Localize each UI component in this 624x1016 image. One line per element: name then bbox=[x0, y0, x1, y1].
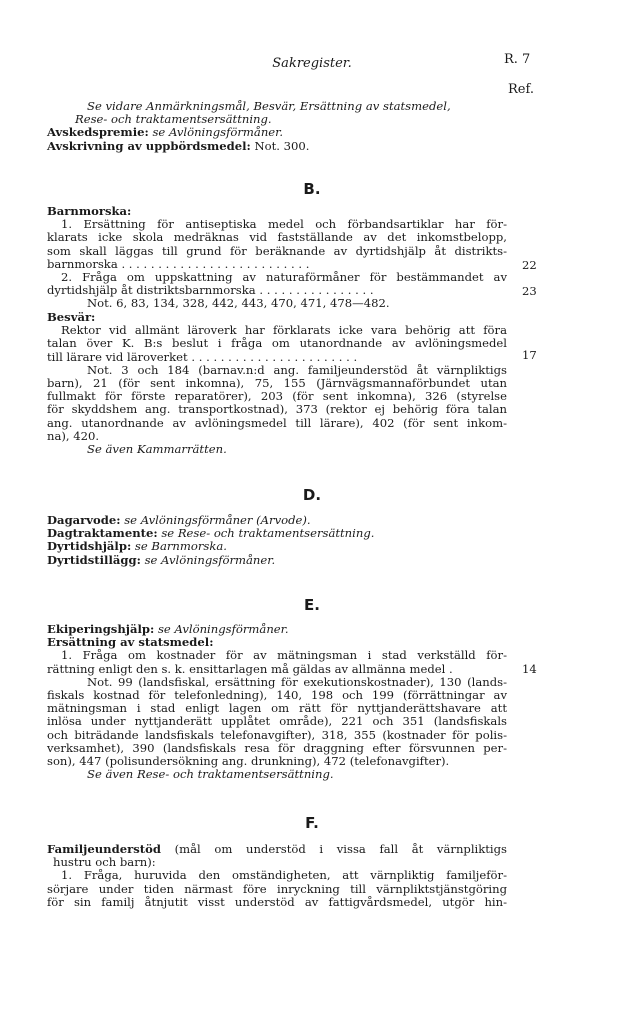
entry-line: talan över K. B:s beslut i fråga om utanordnande av avlöningsmedel bbox=[47, 336, 507, 351]
entry-text: rättning enligt den s. k. ensittarlagen må gäldas av allmänna medel bbox=[47, 661, 446, 676]
see-also: Se även Kammarrätten. bbox=[87, 442, 227, 457]
entry-term: Dagarvode: bbox=[47, 513, 121, 527]
entry-line: som skall läggas till grund för beräknande av dyrtidshjälp åt distrikts- bbox=[47, 243, 507, 258]
entry-line: barn), 21 (för sent inkomna), 75, 155 (Järnvägsmannaförbundet utan bbox=[47, 376, 507, 391]
entry-term: Besvär: bbox=[47, 310, 96, 324]
entry-line: för skyddshem ang. transportkostnad), 373 (rektor ej behörig föra talan bbox=[47, 402, 507, 417]
entry-barnmorska bbox=[47, 205, 507, 311]
e-entries bbox=[47, 623, 507, 781]
section-heading-b: B. bbox=[303, 180, 321, 198]
entry-line: Not. 99 (landsfiskal, ersättning för exekutionskostnader), 130 (lands- bbox=[87, 674, 507, 689]
entry-text: se Barnmorska. bbox=[134, 539, 227, 554]
intro-block bbox=[47, 100, 507, 153]
entry-text: (mål om understöd i vissa fall åt värnpliktigs bbox=[174, 842, 508, 856]
entry-avskrivning bbox=[47, 140, 507, 153]
entry-line: klarats icke skola medräknas vid fastställande av det inkomstbelopp, bbox=[47, 230, 507, 245]
entry-term: Dyrtidstillägg: bbox=[47, 552, 141, 567]
entry-text: se Avlöningsförmåner. bbox=[157, 622, 289, 636]
section-heading-d: D. bbox=[302, 486, 322, 504]
entry-line: ang. utanordnande av avlöningsmedel till lärare), 402 (för sent inkom- bbox=[47, 415, 507, 430]
page-number: R. 7 bbox=[504, 52, 531, 67]
entry-term: Dyrtidshjälp: bbox=[47, 539, 132, 554]
intro-line: Se vidare Anmärkningsmål, Besvär, Ersättning av statsmedel, bbox=[87, 99, 451, 113]
entry-term: Barnmorska: bbox=[47, 204, 132, 218]
entry-text: Not. 300. bbox=[254, 138, 310, 153]
entry-term: Familjeunderstöd bbox=[47, 842, 161, 856]
entry-term: Ersättning av statsmedel: bbox=[47, 635, 214, 650]
entry-text: se Rese- och traktamentsersättning. bbox=[161, 526, 375, 541]
entry-text: dyrtidshjälp åt distriktsbarnmorska bbox=[47, 283, 256, 298]
entry-text: se Avlöningsförmåner. bbox=[152, 125, 284, 140]
entry-text: se Avlöningsförmåner (Arvode). bbox=[124, 513, 311, 527]
entry-line: Rektor vid allmänt läroverk har förklarats icke vara behörig att föra bbox=[61, 323, 507, 338]
entry-familjeunderstod bbox=[47, 843, 507, 909]
leader-dots: . bbox=[449, 661, 453, 676]
entry-line: och biträdande landsfiskals telefonavgifter), 318, 355 (kostnader för polis- bbox=[47, 727, 507, 742]
entry-text: till lärare vid läroverket bbox=[47, 349, 188, 364]
entry-line: fullmakt för förste reparatörer), 203 (för sent inkomna), 326 (styrelse bbox=[47, 389, 507, 404]
ref-column-label: Ref. bbox=[508, 82, 534, 97]
see-also: Se även Rese- och traktamentsersättning. bbox=[87, 767, 334, 782]
entry-term: Dagtraktamente: bbox=[47, 526, 158, 541]
entry-line bbox=[47, 663, 507, 676]
section-heading-f: F. bbox=[305, 814, 319, 832]
entry-line: 1. Fråga, huruvida den omständigheten, att värnpliktig familjeför- bbox=[61, 868, 507, 883]
entry-line bbox=[47, 351, 507, 364]
entry-line: verksamhet), 390 (landsfiskals resa för draggning efter försvunnen per- bbox=[47, 740, 507, 755]
section-heading-e: E. bbox=[304, 596, 320, 614]
running-title: Sakregister. bbox=[272, 56, 352, 71]
entry-line: inlösa under nyttjanderätt upplåtet område), 221 och 351 (landsfiskals bbox=[47, 714, 507, 729]
entry-line: mätningsman i stad enligt lagen om rätt för nyttjanderättshavare att bbox=[47, 701, 507, 716]
intro-line: Rese- och traktamentsersättning. bbox=[75, 112, 272, 127]
leader-dots: . . . . . . . . . . . . . . . . . . . . . . . . . . bbox=[121, 256, 310, 271]
entry-term: Avskrivning av uppbördsmedel: bbox=[47, 138, 251, 153]
entry-line: hustru och barn): bbox=[53, 855, 156, 870]
entry-line: son), 447 (polisundersökning ang. drunkning), 472 (telefonavgifter). bbox=[47, 754, 450, 769]
entry-line: sörjare under tiden närmast före inryckning till värnpliktstjänstgöring bbox=[47, 881, 507, 896]
ref-number: 22 bbox=[522, 258, 537, 272]
entry-text: barnmorska bbox=[47, 256, 118, 271]
ref-number: 23 bbox=[522, 284, 537, 298]
entry-line: Not. 3 och 184 (barnav.n:d ang. familjeunderstöd åt värnpliktigs bbox=[87, 362, 507, 377]
entry-notes: Not. 6, 83, 134, 328, 442, 443, 470, 471, 478—482. bbox=[87, 296, 390, 311]
entry-line: fiskals kostnad för telefonledning), 140, 198 och 199 (förrättningar av bbox=[47, 688, 507, 703]
entry-text: se Avlöningsförmåner. bbox=[144, 552, 276, 567]
entry-term: Avskedspremie: bbox=[47, 125, 149, 140]
entry-term: Ekiperingshjälp: bbox=[47, 622, 155, 636]
entry-besvar bbox=[47, 311, 507, 456]
entry-line: na), 420. bbox=[47, 428, 100, 443]
entry-line: 1. Ersättning för antiseptiska medel och förbandsartiklar har för- bbox=[61, 217, 507, 232]
entry-dyrtidstillagg bbox=[47, 554, 507, 567]
entry-line: 1. Fråga om kostnader för av mätningsman i stad verkställd för- bbox=[61, 648, 507, 663]
entry-line: för sin familj åtnjutit visst understöd av fattigvårdsmedel, utgör hin- bbox=[47, 894, 507, 909]
leader-dots: . . . . . . . . . . . . . . . . bbox=[259, 283, 374, 298]
ref-number: 14 bbox=[522, 662, 537, 676]
ref-number: 17 bbox=[522, 348, 537, 362]
d-entries bbox=[47, 514, 507, 567]
leader-dots: . . . . . . . . . . . . . . . . . . . . . . . bbox=[191, 349, 358, 364]
entry-line: 2. Fråga om uppskattning av naturaförmåner för bestämmandet av bbox=[61, 270, 507, 285]
